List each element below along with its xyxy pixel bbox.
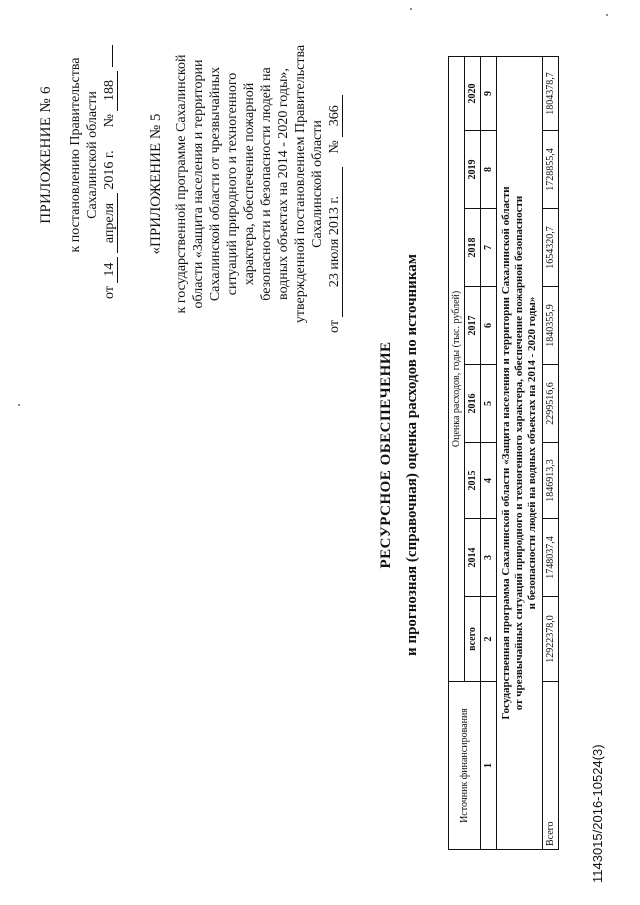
- total-value: 1728855,4: [543, 131, 559, 209]
- date-month: апреля: [103, 193, 118, 253]
- document-number: 1143015/2016-10524(3): [590, 744, 605, 883]
- column-number: 2: [481, 597, 497, 682]
- appendix-6-block: [38, 5, 118, 305]
- date-day: 14: [103, 257, 118, 283]
- total-value: 1748037,4: [543, 519, 559, 597]
- column-number-row: [481, 56, 497, 849]
- appendix-6-line: Сахалинской области: [85, 91, 100, 219]
- total-value: 1840355,9: [543, 287, 559, 365]
- total-value: 2299516,6: [543, 365, 559, 443]
- column-header: 2020: [465, 56, 481, 130]
- appendix-5-line: ситуаций природного и техногенного: [225, 72, 240, 296]
- program-title-line: и безопасности людей на водных объектах на 2014 - 2020 годы»: [526, 296, 538, 610]
- date-prefix: от: [102, 286, 117, 299]
- appendix-5-line: утвержденной постановлением Правительства: [293, 44, 308, 324]
- program-title-line: Государственная программа Сахалинской области «Защита населения и территории Сахалинской области: [500, 186, 512, 720]
- total-row: [543, 56, 559, 849]
- resolution-number: 188: [103, 71, 118, 111]
- column-header: 2018: [465, 209, 481, 287]
- column-number: 4: [481, 443, 497, 519]
- appendix-5-block: [148, 19, 343, 349]
- column-number: 9: [481, 56, 497, 130]
- appendix-5-line: характера, обеспечение пожарной: [242, 82, 257, 286]
- document-subtitle: и прогнозная (справочная) оценка расходов по источникам: [404, 254, 420, 656]
- approval-number: 366: [328, 95, 343, 137]
- underline-tail: [112, 45, 113, 67]
- source-header: Источник финансирования: [449, 682, 481, 850]
- column-number: 1: [481, 682, 497, 850]
- resource-table: [448, 56, 559, 850]
- appendix-5-line: Сахалинской области от чрезвычайных: [208, 66, 223, 302]
- program-row: [497, 56, 543, 849]
- appendix-6-date-line: [101, 5, 118, 305]
- appendix-5-date-line: [326, 19, 343, 349]
- total-label: Всего: [543, 682, 559, 850]
- total-value: 1654320,7: [543, 209, 559, 287]
- approval-date: 23 июля 2013 г.: [328, 167, 343, 317]
- column-header: 2016: [465, 365, 481, 443]
- document-title: РЕСУРСНОЕ ОБЕСПЕЧЕНИЕ: [378, 341, 394, 569]
- program-title-line: от чрезвычайных ситуаций природного и техногенного характера, обеспечение пожарной безопасности: [513, 195, 525, 711]
- table-header-row: [449, 56, 465, 849]
- date-prefix: от: [327, 320, 342, 333]
- column-header: 2014: [465, 519, 481, 597]
- column-number: 3: [481, 519, 497, 597]
- number-sign: №: [102, 114, 117, 128]
- column-header: 2019: [465, 131, 481, 209]
- appendix-6-heading: ПРИЛОЖЕНИЕ № 6: [38, 86, 54, 224]
- date-year-suffix: г.: [102, 150, 117, 159]
- appendix-6-line: к постановлению Правительства: [68, 57, 83, 253]
- column-header: 2015: [465, 443, 481, 519]
- number-sign: №: [327, 140, 342, 154]
- expense-group-header: Оценка расходов, годы (тыс. рублей): [449, 56, 465, 681]
- program-title: [497, 56, 543, 849]
- column-header: всего: [465, 597, 481, 682]
- date-year: 2016: [102, 161, 117, 190]
- total-value: 12922378,0: [543, 597, 559, 682]
- column-number: 5: [481, 365, 497, 443]
- appendix-5-line: области «Защита населения и территории: [191, 59, 206, 309]
- total-value: 1846913,3: [543, 443, 559, 519]
- appendix-5-heading: «ПРИЛОЖЕНИЕ № 5: [148, 113, 164, 255]
- appendix-5-line: безопасности и безопасности людей на: [259, 67, 274, 301]
- appendix-5-line: к государственной программе Сахалинской: [174, 54, 189, 314]
- total-value: 1804378,7: [543, 56, 559, 130]
- column-header: 2017: [465, 287, 481, 365]
- appendix-5-line: Сахалинской области: [310, 120, 325, 248]
- column-number: 7: [481, 209, 497, 287]
- column-number: 6: [481, 287, 497, 365]
- appendix-5-line: водных объектах на 2014 - 2020 годы»,: [276, 68, 291, 300]
- column-number: 8: [481, 131, 497, 209]
